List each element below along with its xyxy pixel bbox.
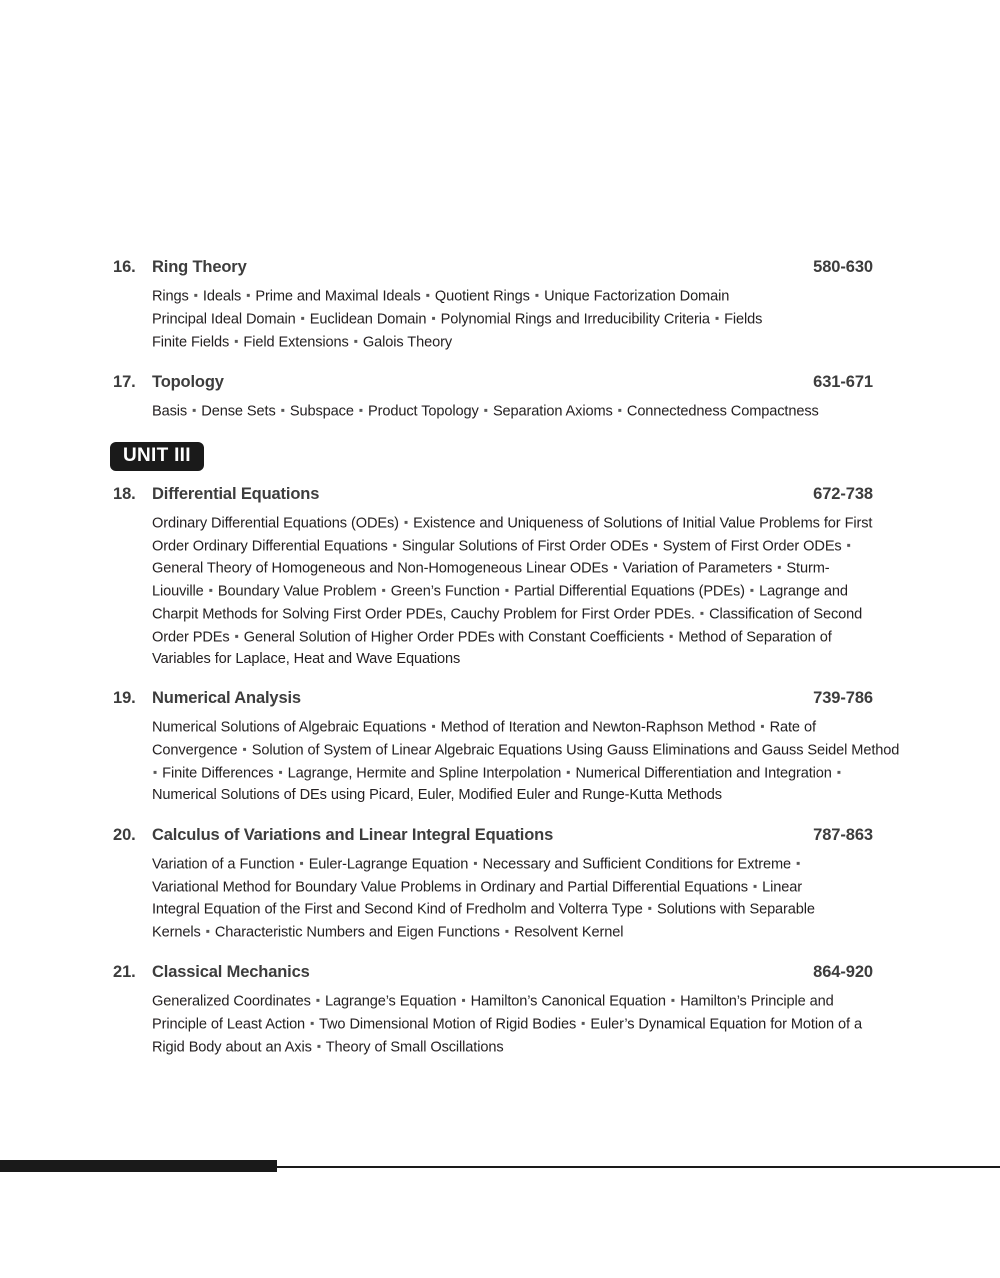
topic-separator-icon: ▪ [431, 719, 436, 734]
topic-separator-icon: ▪ [234, 629, 239, 644]
chapter-title: Calculus of Variations and Linear Integral Equations [152, 825, 554, 844]
topic-separator-icon: ▪ [670, 993, 676, 1008]
chapter-number: 16. [113, 258, 136, 276]
chapter-topics: Generalized Coordinates ▪ Lagrange’s Equation ▪ Hamilton’s Canonical Equation ▪ Hamilton’s Principle and Principle of Least Action ▪ Two Dimensional Motion of Rigid Bodies ▪ Euler’s Dynamical Equation for Motion of a Rigid Body about an Axis ▪ Theory of Small Oscillations [152, 993, 862, 1056]
topic-separator-icon: ▪ [208, 583, 213, 598]
topic-separator-icon: ▪ [669, 629, 674, 644]
topic-separator-icon: ▪ [836, 765, 841, 780]
topic-separator-icon: ▪ [353, 333, 358, 348]
topic-separator-icon: ▪ [613, 560, 618, 575]
toc-entry-header [113, 258, 873, 281]
topic-separator-icon: ▪ [205, 924, 210, 939]
chapter-number: 17. [113, 372, 136, 391]
unit-badge: UNIT III [110, 442, 204, 471]
topic-separator-icon: ▪ [534, 288, 540, 302]
topic-separator-icon: ▪ [358, 402, 363, 417]
topic-separator-icon: ▪ [777, 560, 782, 575]
topic-separator-icon: ▪ [504, 583, 510, 598]
topic-separator-icon: ▪ [316, 1039, 321, 1054]
toc-entry-topology [113, 373, 873, 423]
topic-separator-icon: ▪ [234, 333, 239, 348]
page-range: 864-920 [813, 963, 873, 982]
topic-separator-icon: ▪ [153, 765, 158, 780]
topic-separator-icon: ▪ [647, 901, 652, 916]
topic-separator-icon: ▪ [193, 288, 198, 302]
topic-separator-icon: ▪ [392, 537, 397, 552]
topic-separator-icon: ▪ [566, 765, 571, 780]
toc-entry-differential-equations [113, 485, 873, 671]
topic-separator-icon: ▪ [242, 742, 247, 757]
topic-separator-icon: ▪ [846, 537, 851, 552]
toc-entry-header [113, 485, 873, 508]
chapter-title: Ring Theory [152, 258, 247, 276]
chapter-title: Numerical Analysis [152, 689, 301, 708]
topic-separator-icon: ▪ [192, 402, 197, 417]
topic-separator-icon: ▪ [483, 402, 488, 417]
topic-separator-icon: ▪ [504, 924, 509, 939]
topic-separator-icon: ▪ [760, 719, 765, 734]
chapter-topics: Numerical Solutions of Algebraic Equations ▪ Method of Iteration and Newton-Raphson Method ▪ Rate of Convergence ▪ Solution of System of Linear Algebraic Equations Using Gauss Eliminations and Gauss Seidel Method ▪ Finite Differences ▪ Lagrange, Hermite and Spline Interpolation ▪ Numerical Differentiation and Integration ▪ Numerical Solutions of DEs using Picard, Euler, Modified Euler and Runge-Kutta Methods [152, 719, 900, 804]
topic-separator-icon: ▪ [299, 855, 304, 870]
chapter-topics: Rings ▪ Ideals ▪ Prime and Maximal Ideals ▪ Quotient Rings ▪ Unique Factorization Domain Principal Ideal Domain ▪ Euclidean Domain ▪ Polynomial Rings and Irreducibility Criteria ▪ Fields Finite Fields ▪ Field Extensions ▪ Galois Theory [152, 288, 763, 351]
topic-separator-icon: ▪ [403, 514, 409, 529]
toc-entry-header [113, 826, 873, 849]
topic-separator-icon: ▪ [461, 993, 466, 1008]
page-range: 672-738 [813, 484, 873, 503]
topic-separator-icon: ▪ [431, 310, 436, 325]
topic-separator-icon: ▪ [310, 1016, 315, 1031]
topic-separator-icon: ▪ [425, 288, 430, 302]
chapter-number: 19. [113, 689, 136, 708]
topic-separator-icon: ▪ [246, 288, 251, 302]
topic-separator-icon: ▪ [300, 310, 305, 325]
chapter-topics: Basis ▪ Dense Sets ▪ Subspace ▪ Product Topology ▪ Separation Axioms ▪ Connectedness Compactness [152, 402, 819, 420]
topic-separator-icon: ▪ [473, 855, 478, 870]
toc-entry-header [113, 373, 873, 396]
page-range: 787-863 [813, 825, 873, 844]
footer-accent-bar [0, 1160, 277, 1172]
chapter-number: 20. [113, 825, 136, 844]
chapter-number: 18. [113, 484, 136, 503]
topic-separator-icon: ▪ [796, 855, 801, 870]
toc-entry-numerical-analysis [113, 689, 900, 806]
chapter-topics: Variation of a Function ▪ Euler-Lagrange Equation ▪ Necessary and Sufficient Conditions for Extreme ▪ Variational Method for Boundary Value Problems in Ordinary and Partial Differential Equations ▪ Linear Integral Equation of the First and Second Kind of Fredholm and Volterra Type ▪ Solutions with Separable Kernels ▪ Characteristic Numbers and Eigen Functions ▪ Resolvent Kernel [152, 855, 815, 941]
topic-separator-icon: ▪ [381, 583, 386, 598]
page-range: 631-671 [813, 372, 873, 391]
chapter-topics: Ordinary Differential Equations (ODEs) ▪ Existence and Uniqueness of Solutions of Initial Value Problems for First Order Ordinary Differential Equations ▪ Singular Solutions of First Order ODEs ▪ System of First Order ODEs ▪ General Theory of Homogeneous and Non-Homogeneous Linear ODEs ▪ Variation of Parameters ▪ Sturm-Liouville ▪ Boundary Value Problem ▪ Green’s Function ▪ Partial Differential Equations (PDEs) ▪ Lagrange and Charpit Methods for Solving First Order PDEs, Cauchy Problem for First Order PDEs. ▪ Classification of Second Order PDEs ▪ General Solution of Higher Order PDEs with Constant Coefficients ▪ Method of Separation of Variables for Laplace, Heat and Wave Equations [152, 514, 873, 668]
chapter-title: Classical Mechanics [152, 963, 310, 982]
topic-separator-icon: ▪ [280, 402, 285, 417]
chapter-number: 21. [113, 963, 136, 982]
topic-separator-icon: ▪ [749, 583, 755, 598]
chapter-title: Topology [152, 372, 224, 391]
toc-entry-ring-theory [113, 258, 873, 354]
toc-entry-header [113, 963, 873, 986]
topic-separator-icon: ▪ [653, 537, 658, 552]
unit-badge-container [110, 442, 873, 471]
toc-entry-calculus-of-variations [113, 826, 873, 945]
topic-separator-icon: ▪ [278, 765, 283, 780]
topic-separator-icon: ▪ [581, 1016, 586, 1031]
toc-entry-classical-mechanics [113, 963, 873, 1059]
topic-separator-icon: ▪ [315, 993, 320, 1008]
toc-entry-header [113, 689, 873, 712]
topic-separator-icon: ▪ [752, 878, 758, 893]
page-range: 739-786 [813, 689, 873, 708]
page-range: 580-630 [813, 258, 873, 276]
topic-separator-icon: ▪ [714, 310, 720, 325]
chapter-title: Differential Equations [152, 484, 320, 503]
topic-separator-icon: ▪ [699, 606, 705, 621]
topic-separator-icon: ▪ [617, 402, 622, 417]
table-of-contents [113, 258, 900, 1078]
